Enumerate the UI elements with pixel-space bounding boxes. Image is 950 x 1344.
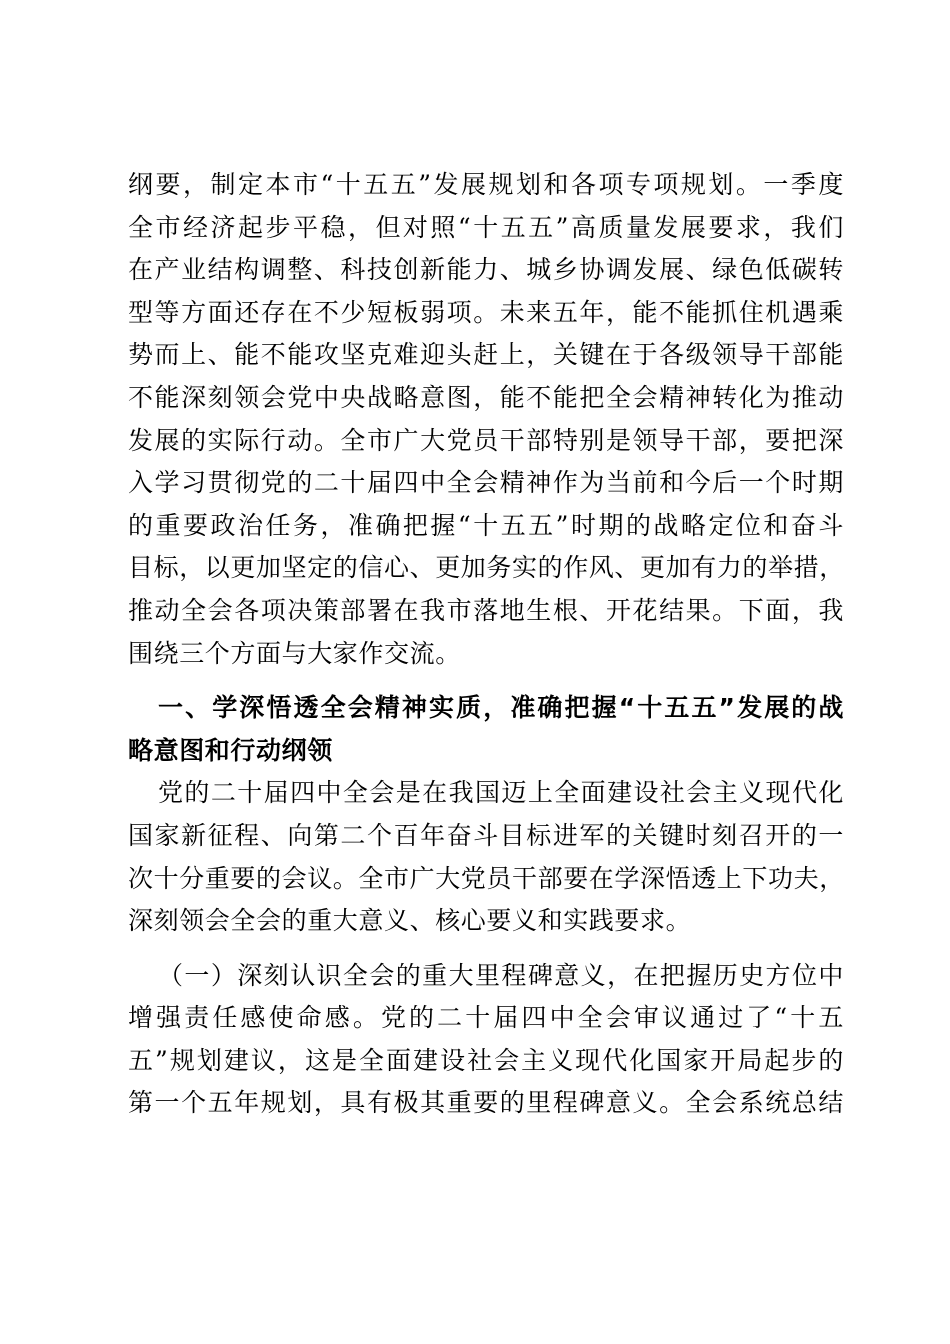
text-line: 国家新征程、向第二个百年奋斗目标进军的关键时刻召开的一 xyxy=(128,820,844,850)
text-line: 第一个五年规划，具有极其重要的里程碑意义。全会系统总结 xyxy=(128,1088,844,1118)
document-body xyxy=(128,164,844,1125)
heading-line: 略意图和行动纲领 xyxy=(128,735,333,765)
text-line: 型等方面还存在不少短板弱项。未来五年，能不能抓住机遇乘 xyxy=(128,297,844,327)
text-line: （一）深刻认识全会的重大里程碑意义，在把握历史方位中 xyxy=(158,960,844,990)
text-line: 势而上、能不能攻坚克难迎头赶上，关键在于各级领导干部能 xyxy=(128,340,844,370)
text-line: 目标，以更加坚定的信心、更加务实的作风、更加有力的举措， xyxy=(128,553,845,583)
text-line: 在产业结构调整、科技创新能力、城乡协调发展、绿色低碳转 xyxy=(128,255,844,285)
text-line: 入学习贯彻党的二十届四中全会精神作为当前和今后一个时期 xyxy=(128,468,844,498)
intro-paragraph xyxy=(128,164,844,675)
text-line: 纲要，制定本市“十五五”发展规划和各项专项规划。一季度 xyxy=(128,170,844,199)
text-line: 发展的实际行动。全市广大党员干部特别是领导干部，要把深 xyxy=(128,425,844,455)
text-line: 全市经济起步平稳，但对照“十五五”高质量发展要求，我们 xyxy=(128,212,844,242)
text-line: 增强责任感使命感。党的二十届四中全会审议通过了“十五 xyxy=(128,1003,844,1033)
subsection-paragraph xyxy=(128,955,844,1125)
text-line: 党的二十届四中全会是在我国迈上全面建设社会主义现代化 xyxy=(158,778,844,808)
heading-line: 一、学深悟透全会精神实质，准确把握“十五五”发展的战 xyxy=(158,693,844,723)
body-paragraph xyxy=(128,772,844,942)
text-line: 的重要政治任务，准确把握“十五五”时期的战略定位和奋斗 xyxy=(128,510,844,540)
text-line: 推动全会各项决策部署在我市落地生根、开花结果。下面，我 xyxy=(128,595,844,625)
text-line: 不能深刻领会党中央战略意图，能不能把全会精神转化为推动 xyxy=(128,382,844,412)
text-line: 次十分重要的会议。全市广大党员干部要在学深悟透上下功夫， xyxy=(128,863,845,893)
text-line: 五”规划建议，这是全面建设社会主义现代化国家开局起步的 xyxy=(128,1045,844,1075)
section-heading xyxy=(128,687,844,772)
text-line: 深刻领会全会的重大意义、核心要义和实践要求。 xyxy=(128,906,692,936)
text-line: 围绕三个方面与大家作交流。 xyxy=(128,638,461,668)
